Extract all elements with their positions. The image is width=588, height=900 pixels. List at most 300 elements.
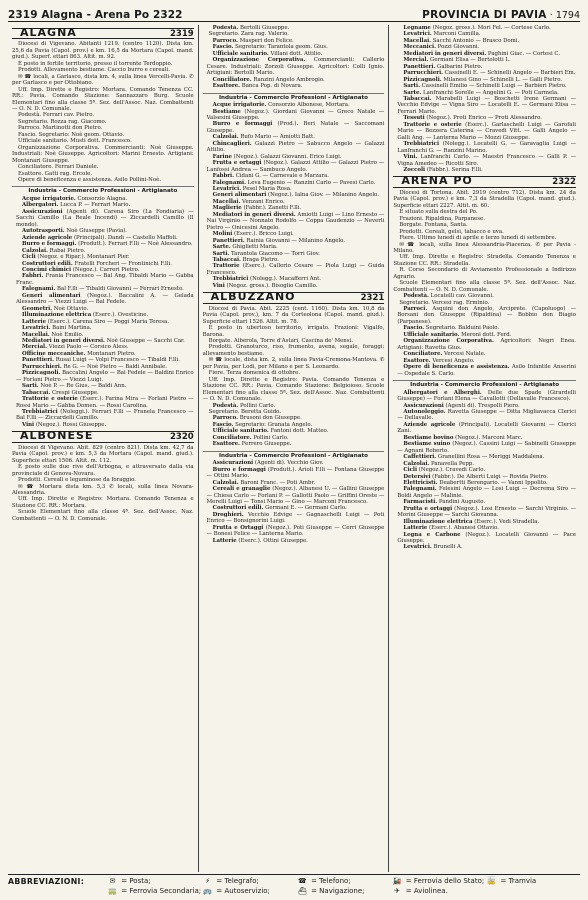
entry-category: Panettieri.: [212, 237, 245, 244]
column-left: [8, 25, 199, 872]
section-heading: Industria - Commercio Professioni - Artigianato: [12, 186, 194, 195]
entry-category: Tabaccai.: [212, 257, 241, 263]
directory-entry: [393, 306, 576, 325]
entry-text: Galbarini Pietro.: [435, 63, 483, 70]
entry-category: Esattore.: [212, 83, 241, 90]
entry-category: Maglierie: [212, 205, 242, 212]
entry-category: Parroco.: [212, 37, 238, 44]
entry-category: Cicli: [22, 254, 36, 261]
entry-category: Ufficiale sanitario.: [403, 331, 460, 338]
entry-text: Milanesi Gino — Schinelli L. — Galli Pietro.: [441, 76, 563, 83]
entry-category: Falegnami.: [22, 286, 56, 293]
page-header: [8, 3, 580, 22]
description-paragraph: Prodotti. Cereali, gelsi, tabacco e uva.: [399, 228, 504, 235]
description-paragraph: Scuole Elementari fino alla classe 5ª. Sez. dell'Assoc. Naz. Combattenti — O. N. D. Comunale.: [393, 280, 576, 293]
entry-text: (Negoz. e Ripar.). Montanari Pier.: [35, 254, 130, 261]
entry-text: Baccalini Angelo — Bai Fedele — Baldini Enrico — Forlani Pietro — Viezzi Luigi.: [16, 370, 194, 383]
entry-text: Vercesi Angelo.: [430, 357, 475, 364]
entry-text: (Fabbr.). Serina F.lli.: [425, 166, 483, 173]
directory-entry: [203, 486, 385, 505]
entry-category: Legname: [403, 25, 431, 31]
entry-text: (Negoz.). Losi Ernesto — Sarchi Virginio. — Morini Giuseppe — Sarchi Giovanna.: [397, 505, 576, 519]
description-paragraph: R. Corso Secondario di Avviamento Professionale a Indirizzo Agrario.: [393, 267, 576, 280]
entry-category: Cicli: [403, 467, 418, 474]
description-paragraph: Parroco. Martinotti don Pietro.: [18, 125, 103, 132]
abbreviation-label: = Autoservizio;: [214, 887, 270, 895]
abbreviation-label: = Aviolinea.: [403, 887, 448, 895]
directory-entry: [203, 263, 385, 276]
entry-category: Costruttori edili.: [22, 260, 73, 267]
description-paragraph: Uff. Imp. Dirette e Registro: Pavia. Comando Tenenza e Stazione CC. RR.: Pavia. Comando Stazione: Belgioioso. Scuole Elementari fino alla classe 5ª. Sez. dell'Assoc. Naz. Combattenti — O. N. D. Comunale.: [202, 376, 385, 403]
description-paragraph: Borgate. Fontana, Santa.: [399, 222, 468, 229]
description-paragraph: Uff. Imp. Dirette e Registro: Mortara. Comando Tenenza e Stazione CC. RR.: Mortara.: [12, 496, 194, 509]
town-name: ARENA PO: [401, 174, 473, 188]
entry-text: (Negoz. gross.). Bisoglio Camillo.: [224, 282, 318, 289]
entry-category: Esattore.: [212, 441, 241, 448]
description-paragraph: Diocesi di Tortona. Abit. 2919 (centro 712). Dista km. 24 da Pavia (Capol. prov.) e km. 7,3 da Stradella (Capol. mand. giud.). Superficie ettari 2227. Altit. m. 60.: [393, 189, 576, 209]
entry-text: (Produtt.). Arioli F.lli — Fontana Giuseppe — Ottini Mario.: [206, 466, 385, 480]
description-paragraph: Prodotti. Allevamento bestiame. Caccio burro e cereali.: [18, 67, 170, 74]
abbreviation-label: = Telegrafo;: [214, 877, 259, 885]
entry-category: Trattorie e osterie: [403, 121, 462, 128]
entry-category: Ufficiale sanitario.: [212, 428, 269, 435]
directory-entry: [12, 273, 194, 286]
entry-text: Commercianti: Callerio Cesare. Industriali: Zorzoli Giuseppe. Agricoltori: Colli Ignio. Artigiani: Bertolli Mario.: [206, 57, 385, 77]
entry-text: (Eserc.). Garlaschelli Luigi — Garofali Mario — Bezzera Caterina — Cravedi Vitt. — Galli Angelo — Galli Ang. — Lanterna Mario — Mozzi Giuseppe.: [397, 121, 576, 141]
entry-text: (Prod.). Beri Natale — Saccomani Giuseppe.: [206, 121, 385, 134]
description-paragraph: Diocesi di Vigevano. Abitanti 1219. (centro 1120). Dista km. 25,6 da Pavia (Capol. prov.) e km. 16,5 da Mortara (Capol. mand. giud.). Superf. ettari 863. Altit. m. 92.: [12, 41, 194, 61]
entry-text: (Eserc.). Farina Mira — Forlani Pietro — Rossi Mario — Gabba Domen. — Rossi Carolina.: [16, 396, 194, 409]
entry-category: Officine meccaniche.: [22, 350, 86, 357]
entry-text: Germani E. — Germani Carlo.: [263, 505, 347, 512]
entry-text: Tarantola Giacomo — Torri Giov.: [229, 250, 320, 257]
entry-category: Costruttori edili.: [212, 505, 264, 512]
entry-text: Asquini don Angelo, Arciprete. (Capoluogo) — Borsani don Giuseppe (Ripaldina) — Bobbio don Biagio (Parpanese).: [397, 306, 576, 325]
description-paragraph: Uff. Imp. Dirette e Registro: Stradella. Comando Tenenza e Stazione CC. RR.: Stradella.: [393, 254, 576, 267]
entry-category: Mercial.: [22, 344, 47, 351]
entry-category: Fascio.: [403, 325, 425, 332]
entry-text: (Eserc.). Callerio Cesare — Piola Luigi — Guida Francesco.: [206, 263, 385, 276]
directory-entry: [393, 422, 576, 435]
entry-category: Sarti.: [212, 250, 230, 257]
entry-category: Cereali e granaglie: [212, 486, 271, 493]
entry-category: Generi alimentari: [212, 192, 267, 199]
entry-category: Farmacisti.: [403, 499, 438, 506]
entry-category: Mediatori in generi diversi.: [22, 337, 105, 344]
entry-text: Consorzio Alagna.: [75, 196, 128, 203]
description-paragraph: Diocesi di Vigevano. Abit. 829 (centro 821). Dista km. 42,7 da Pavia (Capol. prov.) e km. 5,3 da Mortara (Capol. mand. giud.). Superficie ettari 1506. Altit. m. 112.: [12, 444, 194, 464]
entry-text: Galazzi Pietro — Sabucco Angelo — Galazzi Attilio.: [206, 140, 385, 154]
entry-text: (Nolegg.). Macafferri Ant.: [248, 276, 322, 283]
entry-category: Organizzazione Corporativa.: [403, 338, 494, 345]
entry-text: (Negoz.). Galazzi Attilio — Galazzi Pietro — Lanfossi Andrea — Sambuco Angelo.: [206, 160, 385, 173]
entry-text: Pesel Maria Rosa.: [241, 186, 292, 193]
entry-text: (Negoz.). Rossi Giuseppe.: [34, 421, 107, 428]
telegraph-icon: ⚡: [205, 877, 211, 885]
entry-category: Levatrici.: [22, 325, 51, 332]
directory-entry: [393, 96, 576, 115]
directory-entry: [393, 364, 576, 377]
entry-category: Parrucchieri.: [403, 70, 444, 77]
description-paragraph: Organizzazione Corporativa. Commercianti: Noè Giuseppe. Industriali: Noè Giuseppe. Agricoltori: Marini Ernesto. Artigiani: Montanari Giuseppe.: [12, 144, 194, 164]
abbreviations-title: ABBREVIAZIONI:: [8, 877, 85, 886]
abbreviation-item: [296, 876, 391, 886]
entry-category: Sarti.: [403, 83, 420, 90]
entry-text: (Eserc.). Vedi Stradella.: [472, 518, 540, 525]
directory-entry: [203, 212, 385, 231]
abbreviation-item: [201, 876, 296, 886]
entry-category: Burro e formaggi.: [22, 241, 77, 248]
telephone-icon: ☎: [297, 877, 307, 885]
entry-category: Aziende agricole: [403, 421, 456, 428]
entry-text: Locatelli cav. Giovanni.: [428, 293, 494, 300]
entry-category: Tabaccai.: [403, 95, 432, 102]
description-paragraph: È situato sulla destra del Po.: [399, 209, 478, 216]
entry-category: Levatrici.: [403, 544, 432, 551]
abbreviation-item: [296, 886, 391, 896]
entry-category: Sarte.: [403, 89, 422, 96]
entry-category: Latterie: [212, 537, 237, 544]
entry-text: Noè Giuseppe — Sacchi Car.: [104, 337, 185, 344]
entry-text: (Principali). Locatelli Giovanni — Clerici Zani.: [397, 421, 576, 435]
town-name: ALAGNA: [20, 26, 77, 39]
abbreviation-item: [106, 886, 201, 896]
entry-category: Vini: [212, 282, 225, 289]
description-paragraph: ✉ ☎ locali, a Garlasco, dista km. 4, sulla linea Vercelli-Pavia. ✆ per Garlasco e per Ottobiano.: [12, 73, 194, 87]
description-paragraph: È posto in ubertoso territorio, irrigato. Frazioni: Vigalfo, Barona.: [202, 325, 385, 338]
entry-category: Assicurazioni: [22, 208, 63, 215]
town-heading: [393, 176, 576, 187]
description-paragraph: Fiere. Ultimo lunedì di aprile e terzo lunedì di settembre.: [399, 235, 557, 242]
town-name: ALBONESE: [20, 429, 94, 443]
entry-text: (Negoz.). Carreri Pietro.: [71, 267, 140, 273]
entry-text: Rabai Pietro.: [47, 247, 86, 254]
entry-category: Caffettieri.: [403, 454, 437, 461]
entry-category: Frutta e Ortaggi: [212, 524, 264, 531]
entry-text: (Fabbr.). De Alberti Luigi — Rovida Pietro.: [430, 473, 549, 480]
entry-text: (Eserc.). Ottini Giuseppe.: [236, 537, 308, 544]
entry-category: Frutta e ortaggi: [403, 505, 453, 512]
entry-text: Cidani G. — Carnevale e Marzara.: [233, 173, 330, 180]
entry-text: Ferrero Giuseppe.: [240, 441, 292, 448]
directory-entry: [203, 160, 385, 173]
entry-category: Tessuti: [403, 115, 425, 122]
entry-category: Parroco.: [212, 415, 238, 422]
entry-text: (Agenti di). Trespolli Piero.: [443, 402, 520, 409]
entry-text: Re G. — Noè Pietro — Baldi Annibale.: [61, 363, 167, 370]
directory-entry: [203, 109, 385, 122]
entry-category: Trebbiatrici: [403, 141, 439, 148]
entry-text: Vercesi Natale.: [442, 351, 486, 358]
entry-text: Masperi don Felice.: [238, 37, 294, 44]
entry-category: Illuminazione elettrica: [403, 518, 473, 525]
entry-category: Bestiame bovino: [403, 434, 454, 441]
directory-entry: [12, 422, 194, 428]
entry-category: Fabbri.: [22, 273, 44, 280]
entry-category: Falegnami.: [403, 486, 437, 493]
entry-text: Consorzio Albonese, Mortara.: [266, 102, 350, 109]
entry-category: Podestà.: [212, 402, 239, 409]
entry-text: Marabelli Luigi — Boschetti Irene Germani — Vecchio Edvige — Vigna Siro — Locatelli E. — Germani Elisa — Ferrari Mario.: [397, 95, 576, 115]
entry-text: Lanfranchi Sorelle — Angelini G. — Poti Carmela.: [421, 89, 559, 96]
entry-text: (Negoz.). Locatelli Giovanni — Pace Giuseppe.: [397, 531, 576, 545]
entry-text: Segretario: Tarantola geom. Gius.: [233, 44, 328, 51]
entry-category: Bestiame: [212, 108, 241, 115]
abbreviations-footer: [8, 874, 580, 899]
entry-text: Villani dott. Attilio.: [268, 50, 323, 57]
entry-text: Leva Eugenio — Ranzini Carlo — Pavesi Carlo.: [245, 179, 376, 186]
entry-category: Assicurazioni: [403, 402, 444, 409]
entry-category: Legna e Carbone: [403, 531, 461, 538]
description-paragraph: Uff. Imp. Dirette e Registro: Mortara. Comando Tenenza CC. RR.: Pavia. Comando Stazione: Sannazzaro Burg. Scuole Elementari fino alla classe 5ª. Sez. dell'Assoc. Naz. Combattenti — O. N. D. Comunale.: [12, 86, 194, 112]
entry-category: Conciliatore.: [403, 351, 443, 358]
entry-text: (Fabbr.). Zanetti F.lli.: [241, 205, 302, 212]
description-paragraph: È posto sulle due rive dell'Arbogna, e attraversato dalla via provinciale di Genova-Novara.: [12, 464, 194, 477]
entry-text: (Negoz.). Cassini Luigi — Sabinelli Giuseppe — Agnani Roberto.: [397, 441, 576, 454]
description-paragraph: Ufficiale sanitario. Musti dott. Francesco.: [18, 138, 132, 145]
entry-category: Farine: [212, 153, 232, 160]
tramway-icon: 🚋: [487, 877, 497, 885]
town-code: 2320: [169, 432, 194, 443]
entry-text: Bertolli Giuseppe.: [238, 25, 290, 31]
town-code: 2319: [169, 29, 194, 39]
entry-category: Calzolai.: [212, 479, 239, 486]
description-paragraph: Frazioni. Ripaldina, Parpanese.: [399, 215, 485, 222]
entry-text: (Agenti di). Vecchio Giov.: [253, 460, 324, 467]
entry-text: (Negoz.). Baccalini A. — Gelada Alessandro — Viezzi Luigi — Bal Fedele.: [16, 292, 194, 306]
entry-text: Delle due Spade (Girardelli Giuseppe) — Forlani Elena — Cavallotti (Dellavalle Francesco).: [397, 389, 576, 403]
description-paragraph: Prodotti. Granoturco, riso, frumento, avena, segale, foraggi; allevamento bestiame.: [202, 344, 385, 357]
entry-text: (Negoz.). Ialna Giov. — Milanino Angelo.: [266, 192, 379, 199]
entry-text: Fratelli Forcheri — Frontinichi F.lli.: [72, 260, 172, 267]
entry-text: (Negoz.). Poti Giuseppe — Cerri Giuseppe — Bonesi Felice — Lanterna Mario.: [206, 524, 385, 538]
town-heading: [203, 292, 385, 303]
entry-category: Detersivi: [403, 473, 431, 480]
column-right: [389, 25, 580, 872]
entry-category: Parroci.: [403, 306, 428, 313]
entry-text: Crespi Giuseppe.: [50, 389, 99, 396]
directory-entry: [12, 209, 194, 228]
entry-category: Organizzazione Corporativa.: [212, 57, 306, 64]
entry-category: Zoccoli: [403, 166, 426, 173]
entry-category: Meccanici.: [403, 44, 436, 51]
entry-category: Falegnami.: [212, 179, 246, 186]
entry-text: (Negoz.). Albanesi U. — Gallini Giuseppe — Chiesa Carlo — Forlani P. — Gallotti Paolo — Griffini Oreste — Merelli Luigi — Tonsi Mario — Gino — Marconi Francesco.: [206, 486, 385, 505]
entry-category: Sarti.: [22, 383, 39, 390]
header-province-name: PROVINCIA DI PAVIA: [422, 9, 547, 21]
entry-category: Mercial.: [403, 57, 429, 64]
entry-text: Fantoni dott. Matteo.: [268, 428, 329, 435]
entry-category: Frutta e ortaggi: [212, 160, 262, 167]
description-paragraph: ✉ ☎ locale, dista km. 2, sulla linea Pavia-Cremona-Mantova. ✆ per Pavia, per Lodi, per Milano e per S. Leonardo.: [202, 357, 385, 370]
entry-text: Sacchi Antonio — Brasco Domi.: [431, 37, 520, 44]
directory-entry: [203, 538, 385, 544]
entry-category: Burro e formaggi: [212, 466, 266, 473]
entry-category: Mediatori in generi diversi.: [403, 50, 487, 57]
entry-category: Autotrasporti.: [22, 228, 65, 235]
entry-text: Braga Pietro.: [240, 257, 279, 263]
entry-text: Banca Pop. di Novara.: [240, 83, 303, 90]
entry-text: Germani Elisa — Bertolotti L.: [428, 57, 511, 64]
directory-entry: [393, 409, 576, 422]
entry-text: Agricoltori: Negri Enea. Artigiani: Ravetta Gius.: [397, 338, 576, 351]
description-paragraph: Fiere. Terza domenica di ottobre.: [208, 370, 300, 377]
description-paragraph: ✉ ☎ locali, sulla linea Alessandria-Piacenza. ✆ per Pavia - Milano.: [393, 241, 576, 254]
description-paragraph: Opere di beneficenza e assistenza. Asilo Pollini-Noè.: [18, 176, 162, 183]
directory-entry: [393, 122, 576, 141]
directory-entry: [203, 512, 385, 525]
entry-category: Macellai.: [22, 331, 50, 338]
entry-text: Rufo Mario — Amiotti Batt.: [238, 134, 315, 141]
entry-text: Cassinelli Emilio — Schinelli Luigi — Barbieri Pietro.: [419, 83, 567, 90]
entry-category: Elettricisti.: [403, 479, 438, 486]
description-paragraph: Segretario. Beretta Guido.: [208, 408, 282, 415]
entry-text: Ghiglietti Maria.: [230, 244, 278, 251]
secondary-railway-icon: 🚃: [108, 887, 117, 895]
directory-entry: [203, 525, 385, 538]
entry-category: Autonoleggio.: [403, 408, 446, 415]
state-railway-icon: 🚂: [392, 877, 402, 885]
entry-text: Segretario: Granata Angelo.: [233, 421, 313, 428]
directory-entry: [203, 57, 385, 76]
description-paragraph: Fascio. Segretario: Noè geom. Ottavio.: [18, 131, 125, 138]
entry-text: Meroni dott. Ferd.: [459, 331, 512, 338]
entry-category: Macellai.: [403, 37, 431, 44]
entry-text: Bal F.lli — Tibaldi Giovanni — Ferrari Ernesto.: [55, 286, 184, 293]
abbreviation-item: [391, 876, 486, 886]
entry-category: Albergatori e Alberghi.: [403, 389, 482, 396]
entry-category: Calzolai.: [403, 460, 430, 467]
entry-category: Burro e formaggi: [212, 121, 273, 128]
entry-category: Geometri.: [22, 305, 53, 312]
entry-category: Mediatori in generi diversi.: [212, 211, 296, 218]
directory-entry: [393, 338, 576, 351]
entry-text: Lucca P. — Ferrari Mario.: [58, 202, 131, 209]
entry-text: Pozzi Giovanni.: [435, 44, 480, 51]
directory-entry: [393, 544, 576, 550]
entry-text: (Eserc.). Bricco Luigi.: [232, 231, 294, 238]
entry-category: Concimi chimici: [22, 267, 72, 273]
entry-text: (Negoz.). Proti Enrico — Proti Alessandro.: [424, 115, 542, 122]
entry-text: Viezzi Paolo — Corsico Aless.: [46, 344, 129, 351]
text-columns: [8, 25, 580, 872]
entry-category: Parrucchieri.: [22, 363, 62, 370]
entry-category: Acque irrigatorie.: [212, 102, 267, 109]
entry-category: Albergatori.: [22, 202, 59, 209]
entry-category: Levatrici.: [403, 31, 432, 38]
entry-category: Assicurazioni: [212, 460, 254, 467]
description-paragraph: Esattore. Gatti rag. Ercole.: [18, 170, 93, 177]
entry-text: (Negoz.). Cravedi Carlo.: [417, 467, 486, 474]
entry-text: Cassinelli E. — Schinelli Angelo — Barbieri Em.: [443, 70, 576, 77]
entry-text: Baroni Franc. — Poti Ambr.: [238, 479, 316, 486]
description-paragraph: ✉ ☎ Mortara dista km. 5,3 ✆ locali, sulla linea Novara-Alessandria.: [12, 483, 194, 496]
description-paragraph: Diocesi di Pavia. Abit. 2225 (cent. 1160). Dista km. 10,8 da Pavia (Capol. prov.), km. 7 da Corteolona (Capol. mand. giud.). Superficie ettari 1526. Altit. m. 78.: [202, 305, 385, 325]
navigation-icon: ⛴: [297, 887, 307, 895]
entry-category: Conciliatore.: [212, 76, 252, 83]
town-code: 2322: [552, 177, 576, 188]
description-paragraph: È posto in fertile territorio, presso il torrente Terdoppio.: [18, 60, 173, 67]
directory-entry: [393, 532, 576, 545]
entry-category: Trattorie e osterie: [22, 396, 78, 403]
description-paragraph: Segretario. Zara rag. Valerio.: [208, 31, 289, 38]
entry-text: (Eserc.). Ovesticine.: [91, 312, 149, 319]
abbreviation-item: [391, 886, 486, 896]
directory-entry: [12, 396, 194, 409]
directory-entry: [203, 121, 385, 134]
entry-category: Generi alimentari: [22, 292, 81, 299]
entry-text: Brusoni don Giuseppe.: [238, 415, 302, 422]
entry-category: Levatrici.: [212, 186, 242, 193]
directory-entry: [393, 390, 576, 403]
entry-category: Podestà.: [212, 25, 239, 31]
directory-entry: [203, 283, 385, 289]
abbreviation-label: = Ferrovia dello Stato;: [403, 877, 485, 885]
description-paragraph: Prodotti. Cereali e leguminose da foraggio.: [18, 477, 136, 484]
entry-text: (Negoz.). Marconi Marc.: [453, 434, 523, 441]
town-heading: [12, 28, 194, 39]
abbreviation-label: = Ferrovia Secondaria;: [119, 887, 202, 895]
entry-text: Montanari Pietro.: [85, 350, 136, 357]
entry-text: Vecchio Edvige — Gagnaschelli Luigi — Poti Enrico — Bonsignorini Luigi.: [206, 511, 385, 525]
directory-entry: [203, 83, 385, 89]
entry-text: Asilo Infantile Anserini — Ospedale S. Carlo.: [397, 364, 576, 377]
header-separator: ·: [549, 10, 556, 21]
entry-text: Paghini Giac. — Cortesi C.: [486, 50, 561, 57]
entry-text: (Noleggi.). Ferrari F.lli — Franela Francesco — Bal F.lli — Ziccardelli Camillo.: [16, 408, 194, 422]
entry-category: Vini: [22, 421, 35, 428]
column-middle: [199, 25, 390, 872]
entry-category: Sarte.: [212, 244, 231, 251]
description-paragraph: Conciliatore. Ferrari Daniele.: [18, 164, 99, 171]
entry-text: (Produtt.). Ferrari F.lli — Noè Alessandro.: [76, 241, 193, 248]
abbreviation-label: = Telefono;: [308, 877, 351, 885]
bus-service-icon: 🚌: [203, 887, 213, 895]
entry-category: Droghieri.: [212, 511, 244, 518]
entry-category: Tabaccai.: [22, 389, 51, 396]
entry-category: Aziende agricole: [22, 234, 73, 241]
abbreviation-label: = Tramvia: [498, 877, 537, 885]
directory-entry: [393, 486, 576, 499]
entry-category: Molini: [212, 231, 233, 238]
entry-category: Illuminazione elettrica: [22, 312, 92, 319]
directory-entry: [203, 141, 385, 154]
directory-entry: [393, 154, 576, 167]
description-paragraph: Segretario. Vercesi rag. Erminio.: [399, 299, 490, 306]
entry-text: Amiotti Luigi — Lino Ernesto — Nai Virginio — Nonnato Rodolfo — Coppa Gaudenzio — Neverli Pietro — Onicesini Angelo.: [206, 211, 385, 231]
entry-text: Frania Francesco — Bal Ang. Tibaldi Mario — Gabba Franc.: [16, 273, 194, 286]
entry-category: Chincaglieri.: [212, 140, 252, 147]
entry-category: Bestiame suino: [403, 441, 451, 448]
entry-category: Pizzicagnoli.: [22, 370, 61, 377]
entry-text: Ranzini Angelo Ambrogio.: [251, 76, 325, 83]
entry-text: Pollini Carlo.: [251, 434, 289, 441]
entry-text: Noè Giuseppe (Pavia).: [64, 228, 128, 235]
directory-entry: [203, 467, 385, 480]
entry-category: Trebbiatrici: [212, 276, 249, 283]
entry-text: Pandini Augusto.: [437, 499, 486, 506]
directory-entry: [393, 167, 576, 173]
section-heading: Industria - Commercio Professioni - Artigianato: [393, 380, 576, 389]
entry-text: (Agenti di). Carena Siro (La Fondiaria) — Sacchi Camillo (La Reale Incendi) — Ziccardelli Camillo (Il mondo).: [16, 208, 194, 228]
entry-category: Acque irrigatorie.: [22, 196, 76, 203]
entry-text: Venzani Enrico.: [240, 198, 285, 205]
entry-category: Ufficiale sanitario.: [212, 50, 269, 57]
description-paragraph: Scuole Elementari fino alla classe 4ª. Sez. dell'Assoc. Naz. Combattenti — O. N. D. Comunale.: [12, 509, 194, 522]
entry-category: Calzolai.: [212, 134, 239, 141]
section-heading: Industria - Commercio Professioni - Artigianato: [203, 93, 385, 102]
entry-text: Rusai Luigi — Volpi Francesco — Tibaldi F.lli.: [53, 357, 180, 364]
